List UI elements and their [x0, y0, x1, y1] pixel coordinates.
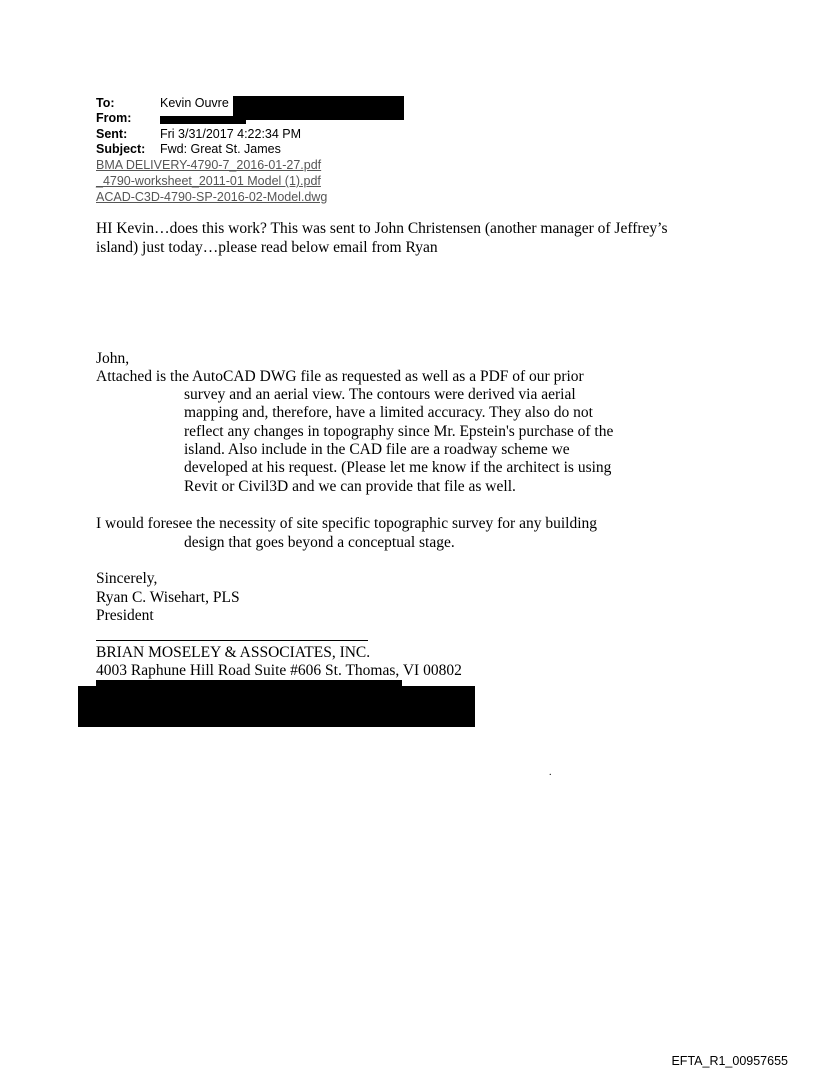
signature-name: Ryan C. Wisehart, PLS [96, 589, 240, 606]
from-label: From: [96, 111, 132, 125]
sent-value: Fri 3/31/2017 4:22:34 PM [160, 127, 302, 141]
to-label: To: [96, 96, 115, 110]
paragraph-line: mapping and, therefore, have a limited accuracy. They also do not [184, 404, 593, 421]
signature-title: President [96, 607, 154, 624]
redaction-from-name [160, 116, 246, 124]
attachment-link[interactable]: BMA DELIVERY-4790-7_2016-01-27.pdf [96, 158, 322, 172]
redaction-contact-block [78, 686, 475, 727]
paragraph-line: Attached is the AutoCAD DWG file as requested as well as a PDF of our prior [96, 368, 584, 385]
to-value: Kevin Ouvre [160, 96, 229, 110]
redaction-to-from [233, 96, 404, 120]
company-name: BRIAN MOSELEY & ASSOCIATES, INC. [96, 644, 371, 661]
greeting: John, [96, 350, 130, 367]
paragraph-line: design that goes beyond a conceptual stage. [184, 534, 455, 551]
sent-label: Sent: [96, 127, 128, 141]
closing: Sincerely, [96, 570, 158, 587]
attachment-link[interactable]: _4790-worksheet_2011-01 Model (1).pdf [96, 174, 321, 188]
subject-label: Subject: [96, 142, 146, 156]
paragraph-line: island. Also include in the CAD file are a roadway scheme we [184, 441, 570, 458]
paragraph-line: I would foresee the necessity of site specific topographic survey for any building [96, 515, 598, 532]
intro-line: HI Kevin…does this work? This was sent to John Christensen (another manager of Jeffrey’s [96, 220, 668, 237]
document-id: EFTA_R1_00957655 [671, 1054, 788, 1068]
paragraph-line: Revit or Civil3D and we can provide that file as well. [184, 478, 516, 495]
company-address: 4003 Raphune Hill Road Suite #606 St. Thomas, VI 00802 [96, 662, 462, 679]
intro-line: island) just today…please read below email from Ryan [96, 239, 438, 256]
paragraph-line: reflect any changes in topography since Mr. Epstein's purchase of the [184, 423, 614, 440]
stray-mark: . [549, 767, 552, 778]
paragraph-line: survey and an aerial view. The contours were derived via aerial [184, 386, 576, 403]
attachment-link[interactable]: ACAD-C3D-4790-SP-2016-02-Model.dwg [96, 190, 328, 204]
subject-value: Fwd: Great St. James [160, 142, 281, 156]
signature-divider [96, 640, 368, 641]
paragraph-line: developed at his request. (Please let me know if the architect is using [184, 459, 612, 476]
